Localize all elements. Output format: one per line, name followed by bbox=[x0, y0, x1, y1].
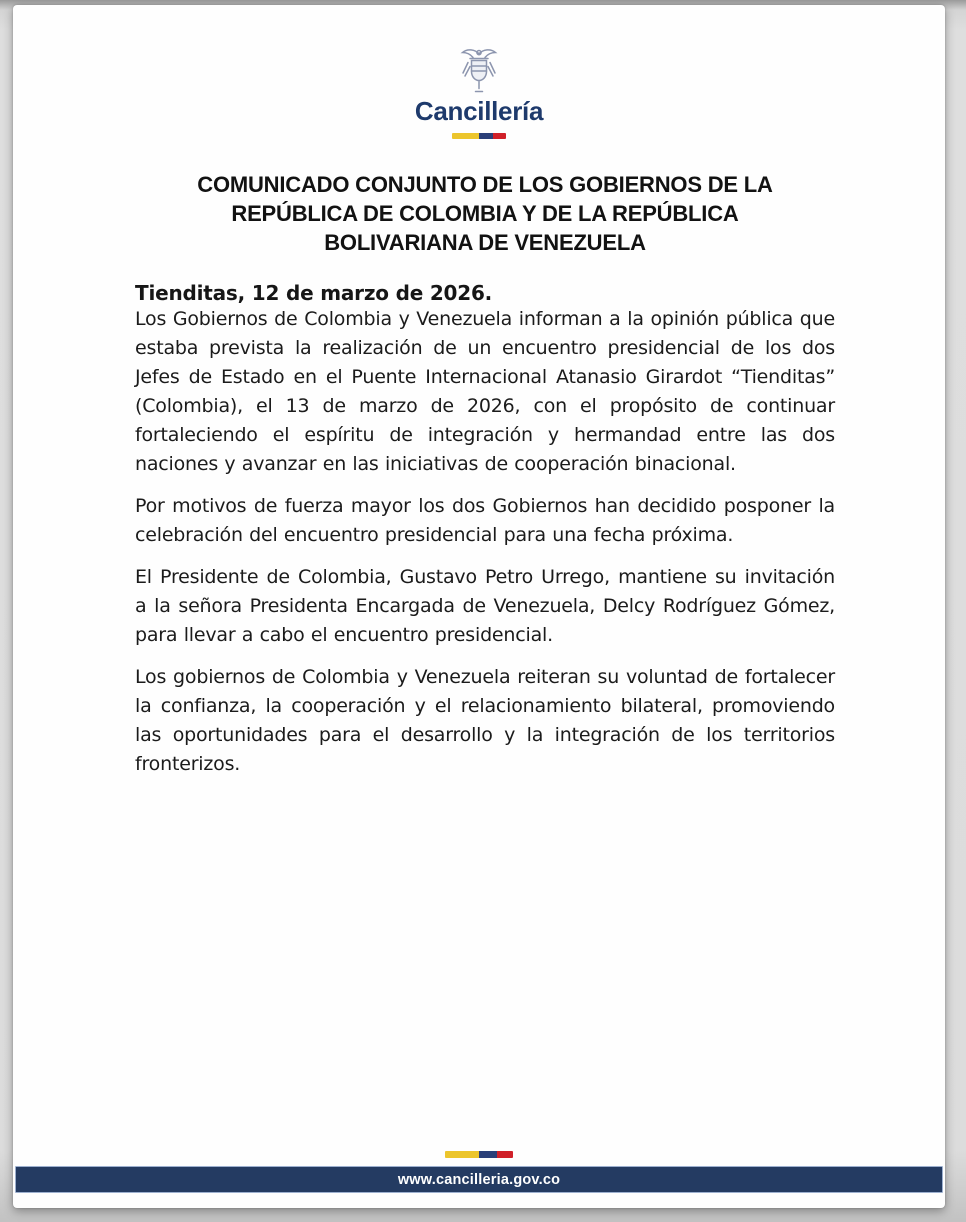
document-page bbox=[13, 5, 945, 1208]
cancilleria-logo bbox=[13, 5, 945, 139]
paragraph-4: Los gobiernos de Colombia y Venezuela reiteran su voluntad de fortalecer la confianza, la cooperación y el relacionamiento bilateral, promoviendo las oportunidades para el desarrollo y la integración de los territorios fronterizos. bbox=[135, 665, 835, 775]
colombia-flag-bar-footer-icon bbox=[445, 1151, 513, 1158]
document-title-line-1: COMUNICADO CONJUNTO DE LOS GOBIERNOS DE LA bbox=[197, 171, 773, 197]
paragraph-2: Por motivos de fuerza mayor los dos Gobiernos han decidido posponer la celebración del encuentro presidencial para una fecha próxima. bbox=[135, 494, 835, 546]
flag-blue-segment bbox=[479, 1151, 497, 1158]
document-body bbox=[13, 170, 945, 779]
footer-url-text: www.cancilleria.gov.co bbox=[397, 1171, 561, 1188]
colombia-coat-of-arms-icon bbox=[458, 47, 500, 95]
document-footer bbox=[13, 1144, 945, 1193]
dateline: Tienditas, 12 de marzo de 2026. bbox=[135, 280, 493, 305]
footer-url-bar bbox=[15, 1166, 943, 1193]
flag-blue-segment bbox=[479, 133, 493, 139]
flag-yellow-segment bbox=[452, 133, 479, 139]
flag-red-segment bbox=[497, 1151, 513, 1158]
paragraph-3: El Presidente de Colombia, Gustavo Petro Urrego, mantiene su invitación a la señora Presidenta Encargada de Venezuela, Delcy Rodríguez Gómez, para llevar a cabo el encuentro presidencial. bbox=[135, 565, 835, 646]
document-title bbox=[135, 170, 835, 257]
colombia-flag-bar-icon bbox=[452, 133, 506, 139]
paragraph-1: Los Gobiernos de Colombia y Venezuela informan a la opinión pública que estaba prevista la realización de un encuentro presidencial de los dos Jefes de Estado en el Puente Internacional Atanasio Girardot “Tienditas” (Colombia), el 13 de marzo de 2026, con el propósito de continuar fortaleciendo el espíritu de integración y hermandad entre las dos naciones y avanzar en las iniciativas de cooperación binacional. bbox=[135, 307, 835, 475]
cancilleria-wordmark: Cancillería bbox=[414, 96, 544, 126]
flag-yellow-segment bbox=[445, 1151, 479, 1158]
document-title-line-3: BOLIVARIANA DE VENEZUELA bbox=[324, 229, 646, 255]
document-title-line-2: REPÚBLICA DE COLOMBIA Y DE LA REPÚBLICA bbox=[231, 200, 739, 226]
flag-red-segment bbox=[493, 133, 506, 139]
